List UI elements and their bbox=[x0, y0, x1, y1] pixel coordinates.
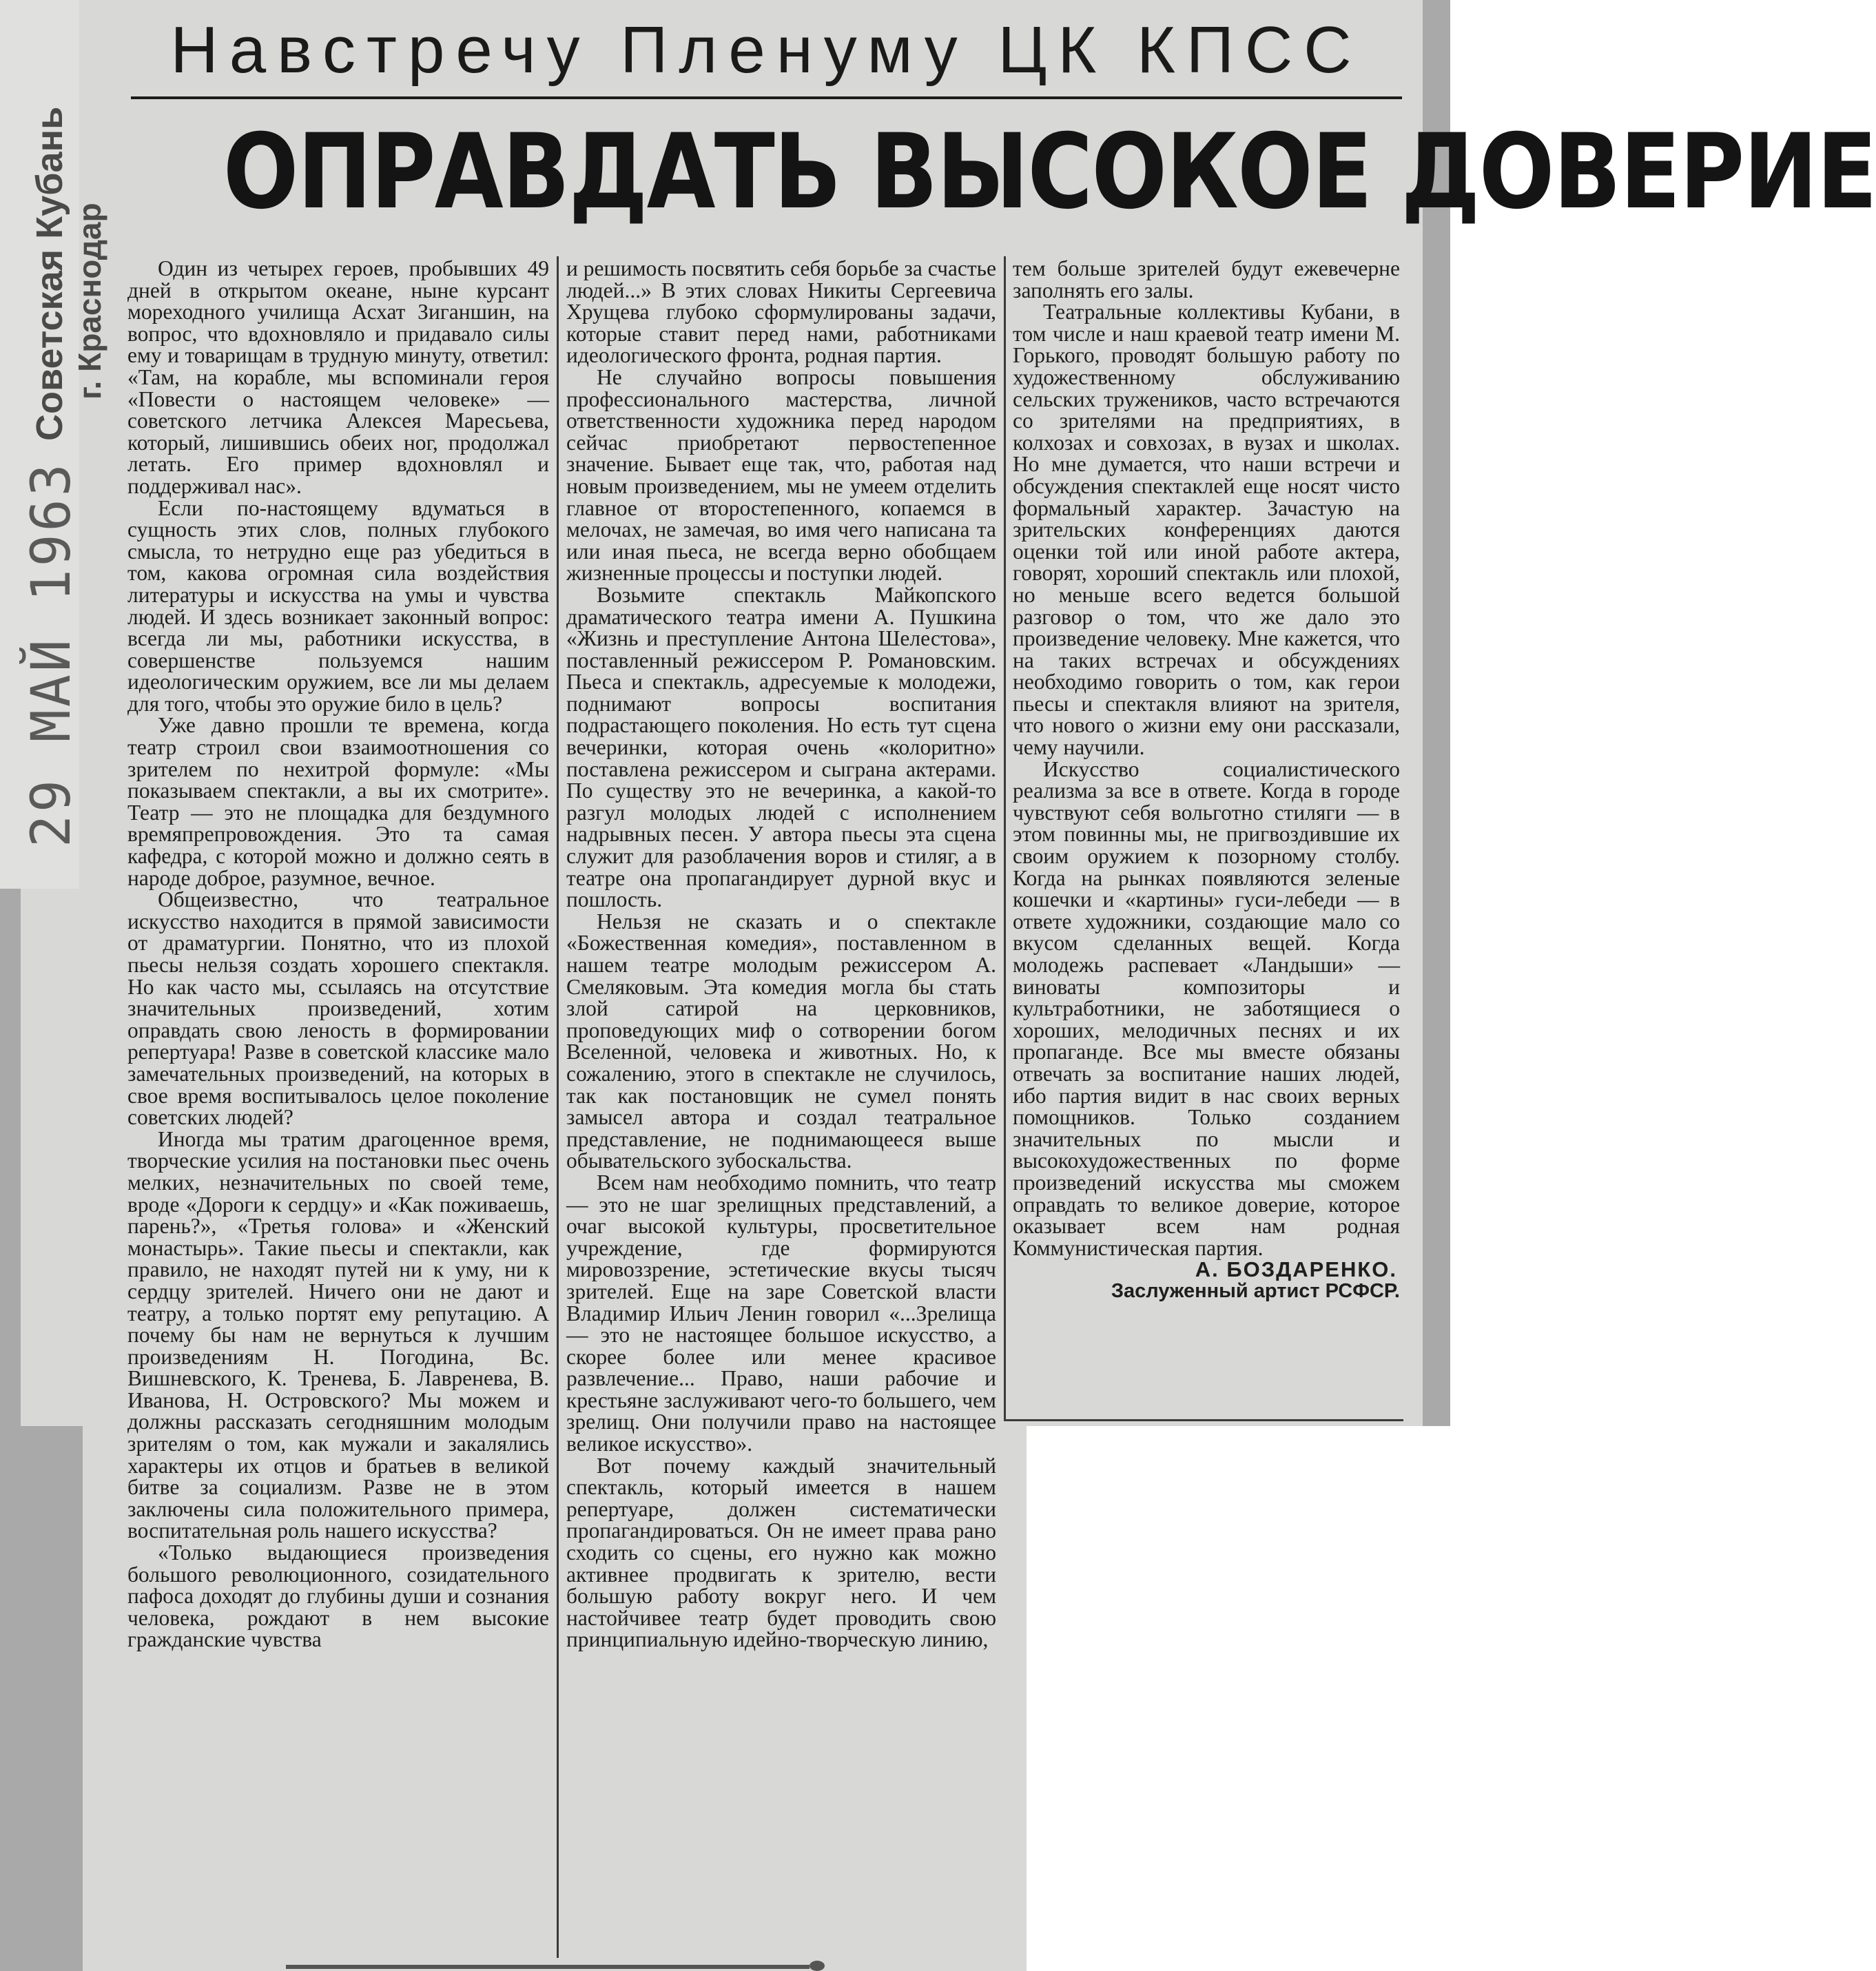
article-column-2 bbox=[566, 258, 996, 1651]
paragraph: Возьмите спектакль Майкопского драматического театра имени А. Пушкина «Жизнь и преступление Антона Шелестова», поставленный режиссером Р. Романовским. Пьеса и спектакль, адресуемые к молодежи, поднимают вопросы воспитания подрастающего поколения. Но есть тут сцена вечеринки, которая очень «колоритно» поставлена режиссером и сыграна актерами. По существу это не вечеринка, а какой-то разгул молодых людей с исполнением надрывных песен. У автора пьесы эта сцена служит для разоблачения воров и стиляг, а в театре она пропагандирует дурной вкус и пошлость. bbox=[566, 582, 996, 912]
paragraph: Общеизвестно, что театральное искусство находится в прямой зависимости от драматургии. Понятно, что из плохой пьесы нельзя создать хорошего спектакля. Но как часто мы, ссылаясь на отсутствие значительных произведений, хотим оправдать свою леность в формировании репертуара! Разве в советской классике мало замечательных произведений, на которых в свое время воспитывалось целое поколение советских людей? bbox=[127, 887, 549, 1130]
paragraph: Иногда мы тратим драгоценное время, творческие усилия на постановки пьес очень мелких, незначительных по своей теме, вроде «Дороги к сердцу» и «Как поживаешь, парень?», «Третья голова» и «Женский монастырь». Такие пьесы и спектакли, как правило, не находят путей ни к уму, ни к сердцу зрителей. Ничего они не дают и театру, а только портят ему репутацию. А почему бы нам не вернуться к лучшим произведениям Н. Погодина, Вс. Вишневского, К. Тренева, Б. Лавренева, В. Иванова, Н. Островского? Мы можем и должны рассказать сегодняшним молодым зрителям о том, как мужали и закалялись характеры их отцов и братьев в великой битве за социализм. Разве не в этом заключены сила положительного примера, воспитательная роль нашего искусства? bbox=[127, 1126, 549, 1543]
paragraph: Один из четырех героев, пробывших 49 дней в открытом океане, ныне курсант мореходного училища Асхат Зиганшин, на вопрос, что вдохновляло и придавало силы ему и товарищам в трудную минуту, ответил: «Там, на корабле, мы вспоминали героя «Повести о настоящем человеке» — советского летчика Алексея Маресьева, который, лишившись обеих ног, продолжал летать. Его пример вдохновлял и поддерживал нас». bbox=[127, 256, 549, 498]
paragraph: Искусство социалистического реализма за все в ответе. Когда в городе чувствуют себя вольготно стиляги — в этом повинны мы, не пригвоздившие их своим оружием к позорному столбу. Когда на рынках появляются зеленые кошечки и «картины» гуси-лебеди — в ответе художники, создающие мало со вкусом сделанных вещей. Когда молодежь распевает «Ландыши» — виноваты композиторы и культработники, не заботящиеся о хороших, мелодичных песнях и их пропаганде. Все мы вместе обязаны отвечать за воспитание наших людей, ибо партия видит в нас своих верных помощников. Только созданием значительных по мысли и высокохудожественных по форме произведений искусства мы сможем оправдать то великое доверие, которое оказывает всем нам родная Коммунистическая партия. bbox=[1013, 756, 1400, 1260]
paragraph: Нельзя не сказать и о спектакле «Божественная комедия», поставленном в нашем театре молодым режиссером А. Смеляковым. Эта комедия могла бы стать злой сатирой на церковников, проповедующих миф о сотворении богом Вселенной, человека и животных. Но, к сожалению, этого в спектакле не случилось, так как постановщик не сумел понять замысел автора и создал театральное представление, не поднимающееся выше обывательского зубоскальства. bbox=[566, 909, 996, 1173]
paragraph: Уже давно прошли те времена, когда театр строил свои взаимоотношения со зрителем по нехитрой формуле: «Мы показываем спектакли, а вы их смотрите». Театр — это не площадка для бездумного времяпрепровождения. Это та самая кафедра, с которой можно и должно сеять в народе доброе, разумное, вечное. bbox=[127, 713, 549, 890]
headline: ОПРАВДАТЬ ВЫСОКОЕ ДОВЕРИЕ bbox=[223, 112, 1876, 232]
scan-paper-corner bbox=[1027, 1426, 1450, 1971]
newspaper-name: Советская Кубань bbox=[29, 106, 70, 441]
paragraph: Всем нам необходимо помнить, что театр — это не шаг зрелищных представлений, а очаг высокой культуры, просветительное учреждение, где формируются мировоззрение, эстетические вкусы тысяч зрителей. Еще на заре Советской власти Владимир Ильич Ленин говорил «...Зрелища — это не настоящее большое искусство, а скорее более или менее красивое развлечение... Право, наши рабочие и крестьяне заслуживают чего-то большего, чем зрелищ. Они получили право на настоящее великое искусство». bbox=[566, 1170, 996, 1456]
column-rule-2 bbox=[1004, 256, 1006, 1421]
rubric-rule bbox=[131, 96, 1402, 99]
sidebar-bottom-rule bbox=[1004, 1419, 1403, 1421]
paragraph: тем больше зрителей будут ежевечерне заполнять его залы. bbox=[1013, 256, 1400, 302]
paragraph: Если по-настоящему вдуматься в сущность этих слов, полных глубокого смысла, то нетрудно еще раз убедиться в том, какова огромная сила воздействия литературы и искусства на умы и чувства людей. И здесь возникает законный вопрос: всегда ли мы, работники искусства, в совершенстве пользуемся нашим идеологическим оружием, все ли мы делаем для того, чтобы это оружие било в цель? bbox=[127, 495, 549, 716]
date-stamp: 29 МАЙ 1963 bbox=[21, 461, 83, 847]
article-column-1 bbox=[127, 258, 549, 1651]
author-title: Заслуженный артист РСФСР. bbox=[1111, 1279, 1400, 1302]
paragraph: Театральные коллективы Кубани, в том числе и наш краевой театр имени М. Горького, проводят большую работу по художественному обслуживанию сельских тружеников, часто встречаются со зрителями на предприятиях, в колхозах и совхозах, в вузах и школах. Но мне думается, что наши встречи и обсуждения спектаклей еще носят чисто формальный характер. Зачастую на зрительских конференциях даются оценки той или иной работе актера, говорят, хороший спектакль или плохой, но меньше всего ведется большой разговор о том, что же дало это произведение человеку. Мне кажется, что на таких встречах и обсуждениях необходимо говорить о том, как герои пьесы и спектакля влияют на зрителя, что нового о жизни ему они рассказали, чему научили. bbox=[1013, 300, 1400, 760]
paragraph: «Только выдающиеся произведения большого революционного, созидательного пафоса доходят до глубины души и сознания человека, рождают в нем высокие гражданские чувства bbox=[127, 1540, 549, 1652]
paragraph: Не случайно вопросы повышения профессионального мастерства, личной ответственности художника перед народом сейчас приобретают первостепенное значение. Бывает еще так, что, работая над новым произведением, мы не умеем отделить главное от второстепенного, копаемся в мелочах, не замечая, во имя чего написана та или иная пьеса, не всегда верно обобщаем жизненные процессы и поступки людей. bbox=[566, 364, 996, 586]
rubric: Навстречу Пленуму ЦК КПСС bbox=[170, 13, 1363, 87]
paragraph: и решимость посвятить себя борьбе за счастье людей...» В этих словах Никиты Сергеевича Хрущева глубоко сформулированы задачи, которые ставит перед нами, работниками идеологического фронта, родная партия. bbox=[566, 256, 996, 368]
column-rule-1 bbox=[557, 256, 559, 1958]
newspaper-city: г. Краснодар bbox=[72, 203, 107, 400]
signature-block bbox=[1013, 1259, 1400, 1302]
bottom-rule bbox=[286, 1965, 810, 1969]
article-column-3 bbox=[1013, 258, 1400, 1303]
source-label bbox=[29, 0, 118, 441]
paragraph: Вот почему каждый значительный спектакль, который имеется в нашем репертуаре, должен систематически пропагандироваться. Он не имеет права рано сходить со сцены, его нужно как можно активнее продвигать к зрителю, вести большую работу вокруг него. И чем настойчивее театр будет проводить свою принципиальную идейно-творческую линию, bbox=[566, 1453, 996, 1652]
bottom-ornament bbox=[810, 1961, 825, 1971]
author-name: А. БОЗДАРЕНКО. bbox=[1195, 1257, 1397, 1282]
